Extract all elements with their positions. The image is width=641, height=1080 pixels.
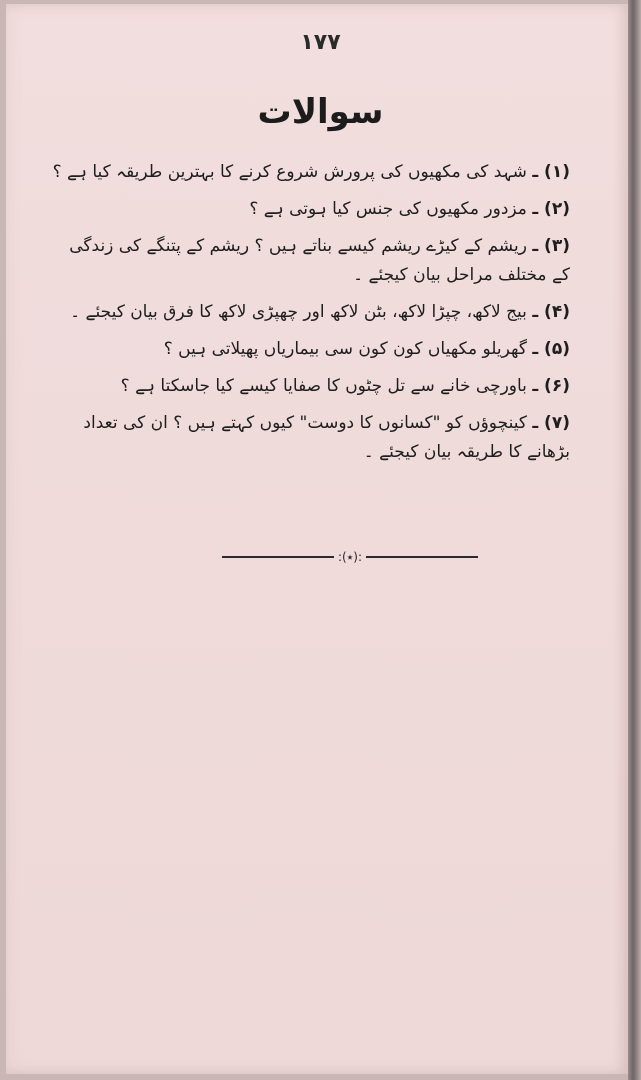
divider-line	[222, 556, 334, 558]
question-text: گھریلو مکھیاں کون کون سی بیماریاں پھیلاتی ہیں ؟	[163, 339, 527, 359]
divider-ornament: :(٭):	[338, 550, 363, 564]
question-text: شہد کی مکھیوں کی پرورش شروع کرنے کا بہترین طریقہ کیا ہے ؟	[52, 162, 527, 182]
question-number: (۳) ـ	[532, 236, 570, 256]
book-edge	[628, 0, 641, 1080]
question-number: (۷) ـ	[532, 413, 570, 433]
question-number: (۱) ـ	[532, 162, 570, 182]
divider-line	[366, 556, 478, 558]
page-title: سوالات	[257, 92, 384, 132]
question-number: (۴) ـ	[532, 302, 570, 322]
question-text: مزدور مکھیوں کی جنس کیا ہوتی ہے ؟	[249, 199, 527, 219]
question-number: (۵) ـ	[532, 339, 570, 359]
question-item	[50, 335, 570, 364]
question-number: (۶) ـ	[532, 376, 570, 396]
page-number: ۱۷۷	[300, 30, 341, 55]
question-item	[50, 158, 570, 187]
question-text: بیج لاکھ، چپڑا لاکھ، بٹن لاکھ اور چھپڑی لاکھ کا فرق بیان کیجئے ۔	[70, 302, 527, 322]
question-item	[50, 195, 570, 224]
question-item	[50, 232, 570, 290]
question-number: (۲) ـ	[532, 199, 570, 219]
question-item	[50, 372, 570, 401]
question-text: ریشم کے کیڑے ریشم کیسے بناتے ہیں ؟ ریشم کے پتنگے کی زندگی کے مختلف مراحل بیان کیجئے ۔	[69, 236, 570, 285]
section-divider	[222, 550, 478, 564]
questions-list	[50, 158, 570, 475]
question-text: باورچی خانے سے تل چٹوں کا صفایا کیسے کیا جاسکتا ہے ؟	[120, 376, 527, 396]
question-text: کینچوؤں کو "کسانوں کا دوست" کیوں کہتے ہیں ؟ ان کی تعداد بڑھانے کا طریقہ بیان کیجئے ۔	[83, 413, 570, 462]
question-item	[50, 409, 570, 467]
question-item	[50, 298, 570, 327]
